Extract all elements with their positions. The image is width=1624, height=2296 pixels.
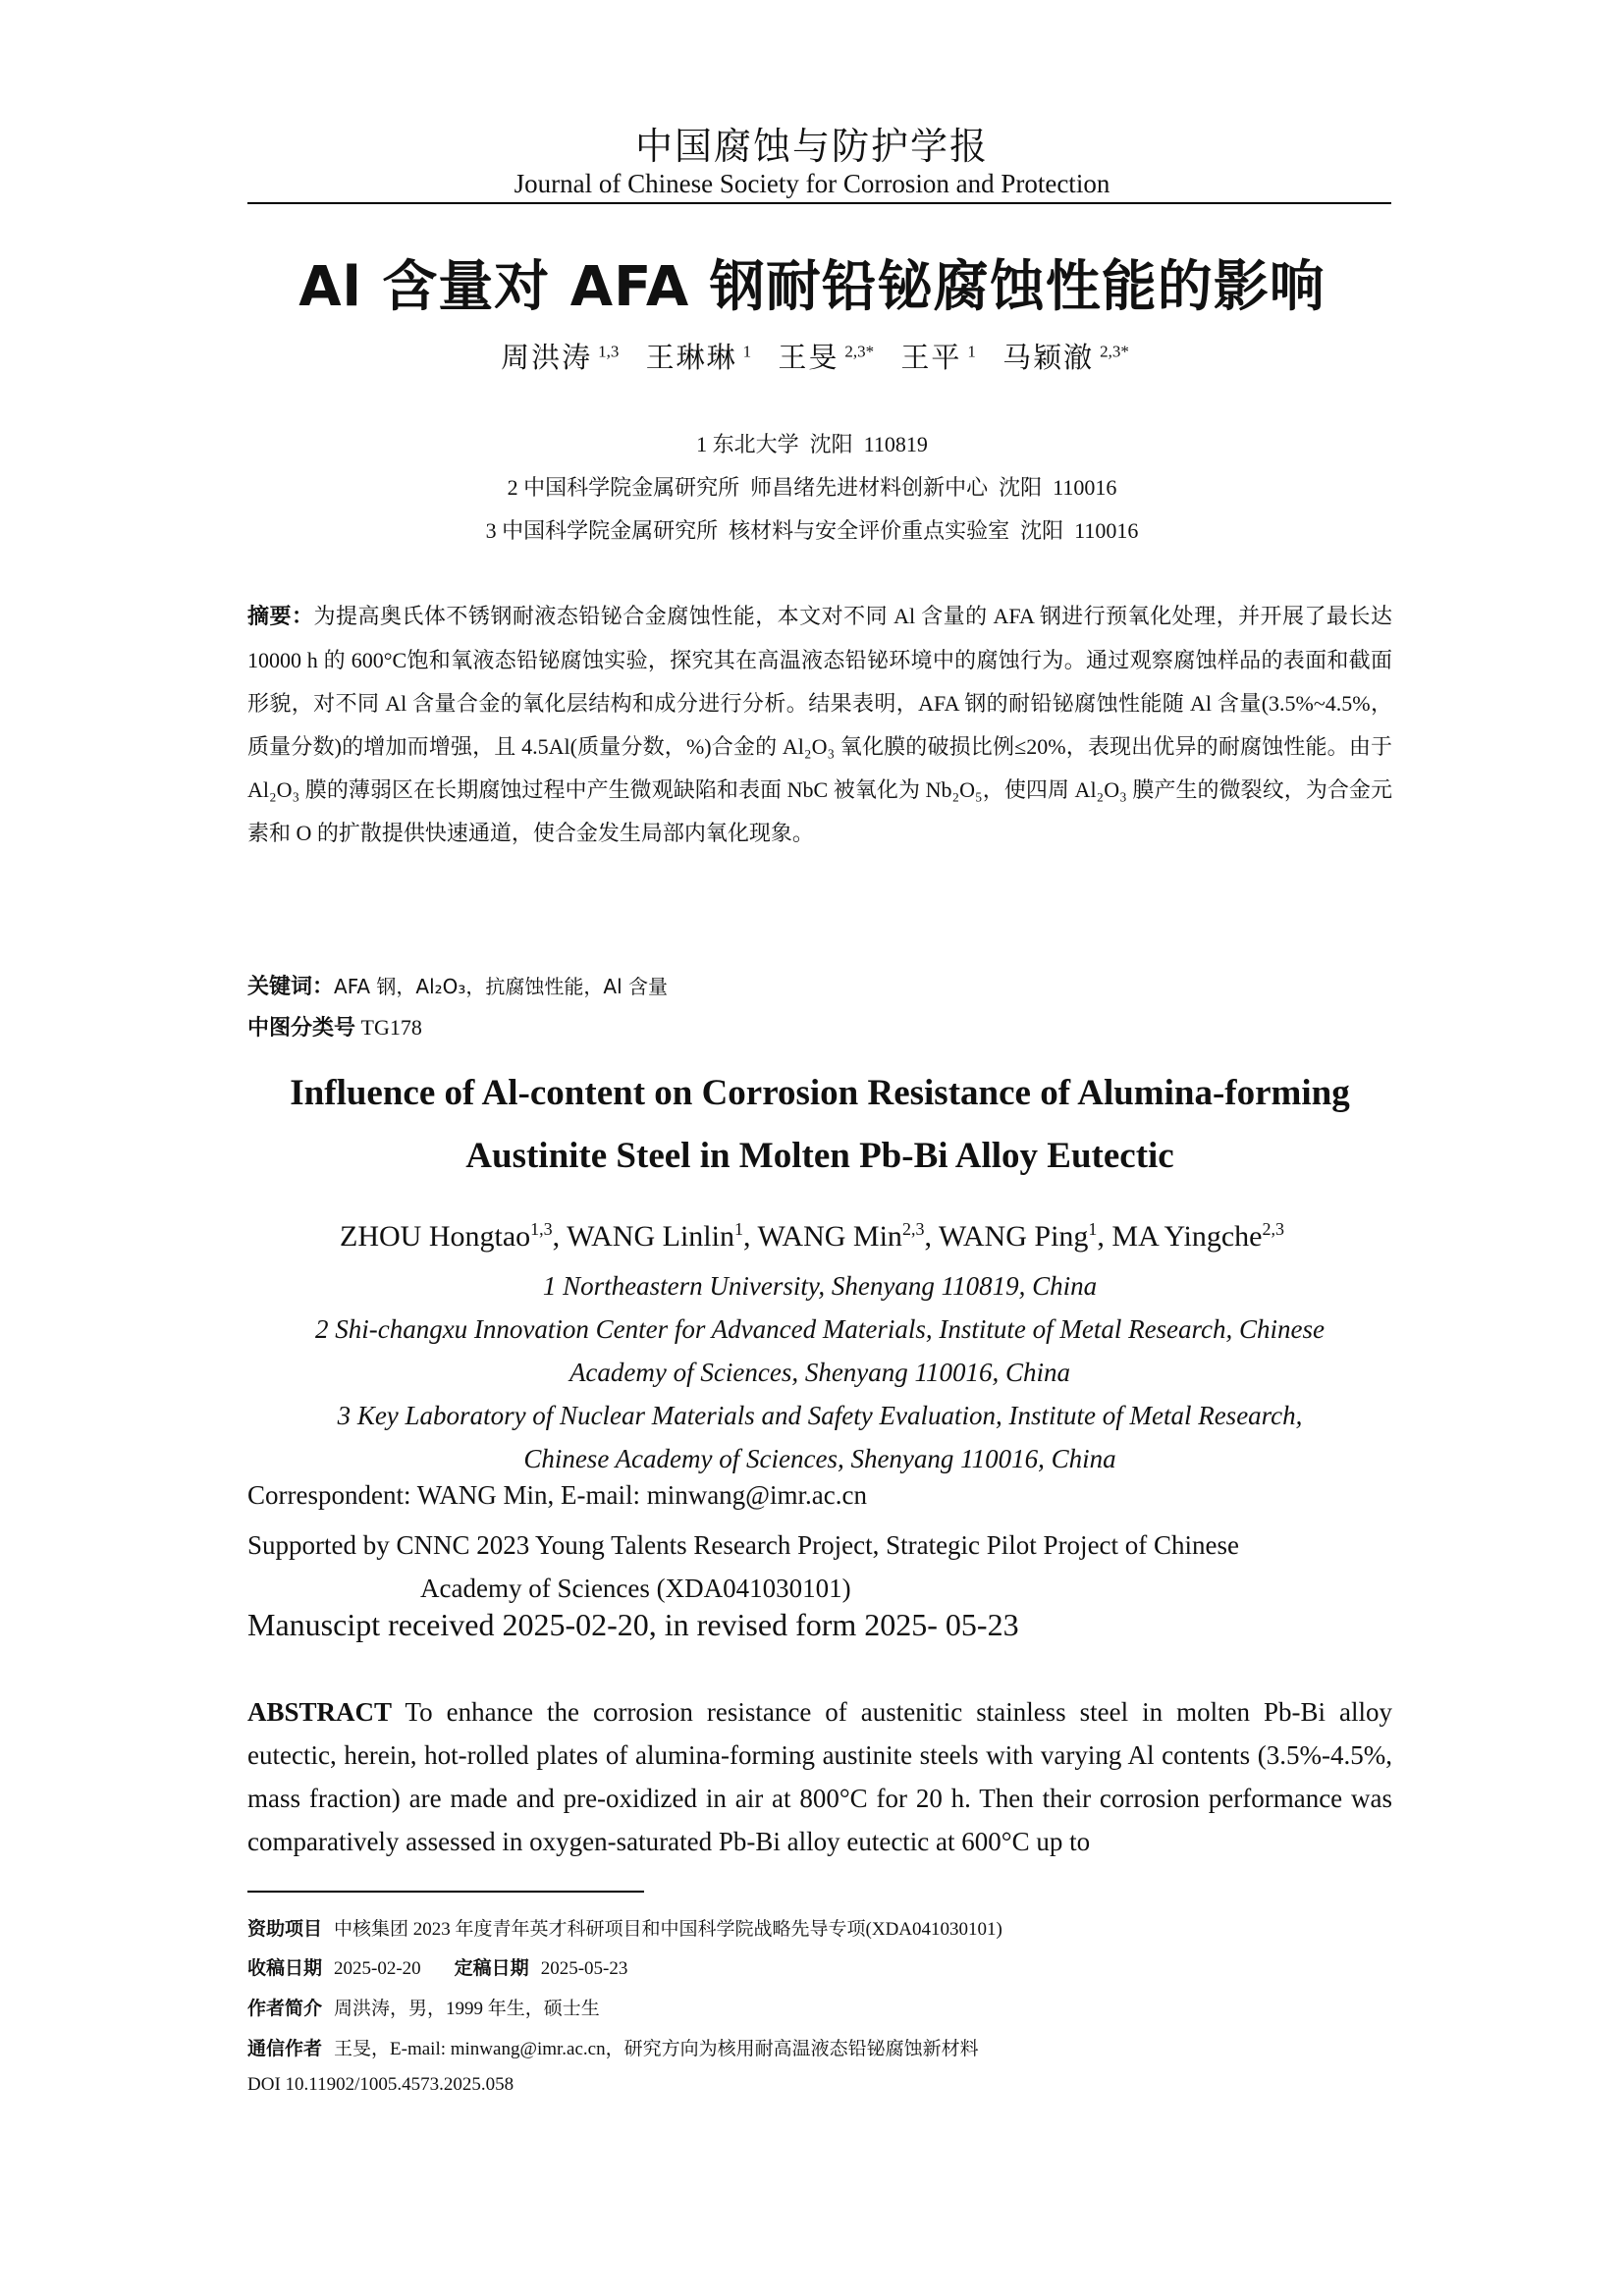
author-cn: 王旻 $^{2,3*}$ (778, 342, 875, 374)
keywords-cn-text: AFA 钢，Al₂O₃，抗腐蚀性能，Al 含量 (334, 975, 669, 998)
affiliation-en-2: 2 Shi-changxu Innovation Center for Advanced Materials, Institute of Metal Research, Chinese Academy of Sciences, Shenyang 110016, China (314, 1314, 1326, 1387)
author-en: WANG Min$^{2,3}$, (757, 1219, 939, 1253)
footnote-funding: 资助项目 中核集团 2023 年度青年英才科研项目和中国科学院战略先导专项(XDA041030101) (247, 1918, 1002, 1940)
received-date-en: Manuscipt received 2025-02-20, in revised form 2025- 05-23 (247, 1607, 1019, 1642)
author-list-en (0, 1219, 1624, 1254)
author-list-cn (0, 336, 1624, 376)
keywords-cn-label: 关键词： (247, 975, 335, 999)
journal-title-cn: 中国腐蚀与防护学报 (634, 127, 989, 168)
author-cn: 王琳琳 $^1$ (645, 342, 752, 374)
paper-title-en-line2: Austinite Steel in Molten Pb-Bi Alloy Eutectic (465, 1136, 1174, 1176)
author-en: WANG Linlin$^1$, (567, 1219, 758, 1253)
correspondent-en: Correspondent: WANG Min, E-mail: minwang@imr.ac.cn (247, 1480, 868, 1510)
affiliation-en-3: 3 Key Laboratory of Nuclear Materials and Safety Evaluation, Institute of Metal Research, Chinese Academy of Sciences, Shenyang 110016, China (337, 1401, 1303, 1473)
classification-cn-label: 中图分类号 (247, 1016, 356, 1041)
author-cn: 王平 $^1$ (900, 342, 976, 374)
author-en: ZHOU Hongtao$^{1,3}$, (340, 1219, 568, 1253)
paper-title-en (247, 1062, 1392, 1188)
keywords-cn (247, 970, 668, 1000)
abstract-en-label: ABSTRACT (247, 1697, 393, 1727)
author-en: WANG Ping$^1$, (938, 1219, 1112, 1253)
footnote-correspondence: 通信作者 王旻，E-mail: minwang@imr.ac.cn，研究方向为核用耐高温液态铅铋腐蚀新材料 (247, 2038, 979, 2059)
header-divider (247, 202, 1391, 204)
author-en: MA Yingche$^{2,3}$ (1111, 1219, 1284, 1253)
abstract-cn-text: 为提高奥氏体不锈钢耐液态铅铋合金腐蚀性能，本文对不同 Al 含量的 AFA 钢进行预氧化处理，并开展了最长达 10000 h 的 600°C饱和氧液态铅铋腐蚀实验，探究其在高温液态铅铋环境中的腐蚀行为。通过观察腐蚀样品的表面和截面形貌，对不同 Al 含量合金的氧化层结构和成分进行分析。结果表明，AFA 钢的耐铅铋腐蚀性能随 Al 含量(3.5%~4.5%，质量分数)的增加而增强，且 4.5Al(质量分数，%)合金的 Al₂O₃ 氧化膜的破损比例≤20%，表现出优异的耐腐蚀性能。由于 Al₂O₃ 膜的薄弱区在长期腐蚀过程中产生微观缺陷和表面 NbC 被氧化为 Nb₂O₅，使四周 Al₂O₃ 膜产生的微裂纹，为合金元素和 O 的扩散提供快速通道，使合金发生局部内氧化现象。 (247, 604, 1392, 845)
paper-title-cn: Al 含量对 AFA 钢耐铅铋腐蚀性能的影响 (298, 255, 1326, 319)
paper-title-en-line1: Influence of Al-content on Corrosion Resistance of Alumina-forming (290, 1073, 1350, 1113)
abstract-en-text: To enhance the corrosion resistance of austenitic stainless steel in molten Pb-Bi alloy eutectic, herein, hot-rolled plates of alumina-forming austinite steels with varying Al contents (3.5%-4.5%, mass fraction) are made and pre-oxidized in air at 800°C for 20 h. Then their corrosion performance was comparatively assessed in oxygen-saturated Pb-Bi alloy eutectic at 600°C up to (247, 1697, 1392, 1856)
author-cn: 周洪涛 $^{1,3}$ (501, 342, 620, 374)
abstract-en (247, 1690, 1392, 1863)
footnote-divider (247, 1891, 644, 1893)
footnote-author-bio: 作者简介 周洪涛，男，1999 年生，硕士生 (247, 1998, 600, 2019)
funding-en: Supported by CNNC 2023 Young Talents Research Project, Strategic Pilot Project of Chinese Academy of Sciences (XDA041030101) (247, 1530, 1240, 1603)
affiliation-cn-3: 3 中国科学院金属研究所 核材料与安全评价重点实验室 沈阳 110016 (485, 518, 1139, 543)
author-cn: 马颖澈 $^{2,3*}$ (1002, 342, 1129, 374)
affiliation-cn-2: 2 中国科学院金属研究所 师昌绪先进材料创新中心 沈阳 110016 (507, 475, 1117, 500)
classification-cn (247, 1011, 422, 1041)
classification-cn-code: TG178 (360, 1015, 422, 1040)
affiliation-en-1: 1 Northeastern University, Shenyang 110819, China (542, 1271, 1098, 1301)
journal-title-en: Journal of Chinese Society for Corrosion and Protection (514, 169, 1110, 198)
footnote-dates: 收稿日期 2025-02-20 定稿日期 2025-05-23 (247, 1957, 628, 1979)
doi: DOI 10.11902/1005.4573.2025.058 (247, 2074, 514, 2095)
abstract-cn (247, 595, 1392, 855)
abstract-cn-label: 摘要： (247, 605, 314, 629)
affiliation-cn-1: 1 东北大学 沈阳 110819 (696, 432, 928, 456)
